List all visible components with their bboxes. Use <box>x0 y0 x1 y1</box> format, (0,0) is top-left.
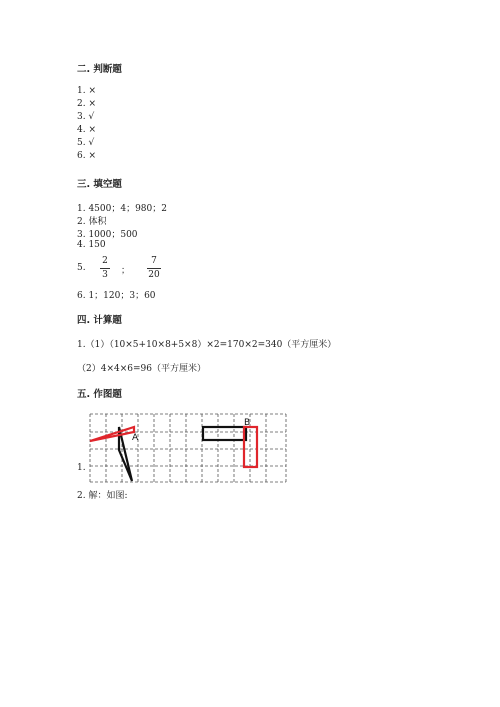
fraction-numerator: 7 <box>151 256 157 266</box>
fraction-seven-twentieths <box>147 256 161 281</box>
section-title-fill: 三. 填空题 <box>77 179 122 190</box>
original-rectangle-shape <box>203 427 246 440</box>
judge-answer-4: 4. × <box>77 125 96 135</box>
fraction-denominator: 20 <box>148 270 160 280</box>
point-a-label: A <box>132 433 139 443</box>
fraction-two-thirds <box>100 256 110 281</box>
judge-answer-1: 1. × <box>77 86 96 96</box>
section-title-judge: 二. 判断题 <box>77 64 122 75</box>
section-title-draw: 五. 作图题 <box>77 389 122 400</box>
fraction-bar <box>100 268 110 269</box>
judge-answer-2: 2. × <box>77 99 96 109</box>
judge-answer-5: 5. √ <box>77 138 95 148</box>
draw-answer-1-label: 1. <box>77 463 86 473</box>
fill-answer-6: 6. 1；120；3；60 <box>77 291 156 301</box>
judge-answer-6: 6. × <box>77 151 96 161</box>
fill-answer-4: 4. 150 <box>77 240 106 250</box>
draw-answer-2: 2. 解：如图: <box>77 491 128 501</box>
fraction-bar <box>147 268 161 269</box>
rotated-triangle-shape <box>90 427 134 441</box>
fill-answer-2: 2. 体积 <box>77 217 107 227</box>
drawing-figure <box>86 411 288 485</box>
fraction-denominator: 3 <box>102 270 108 280</box>
fill-answer-3: 3. 1000；500 <box>77 230 138 240</box>
fill-answer-1: 1. 4500；4；980；2 <box>77 204 167 214</box>
fraction-numerator: 2 <box>102 256 108 266</box>
point-b-label: B <box>244 418 251 428</box>
fill-answer-5-label: 5. <box>77 263 86 273</box>
judge-answer-3: 3. √ <box>77 112 95 122</box>
fill-answer-5-separator: ； <box>121 266 131 276</box>
calc-answer-1: 1.（1）（10×5+10×8+5×8）×2=170×2=340（平方厘米） <box>77 340 337 350</box>
calc-answer-2: （2）4×4×6=96（平方厘米） <box>77 364 206 374</box>
section-title-calc: 四. 计算题 <box>77 315 122 326</box>
